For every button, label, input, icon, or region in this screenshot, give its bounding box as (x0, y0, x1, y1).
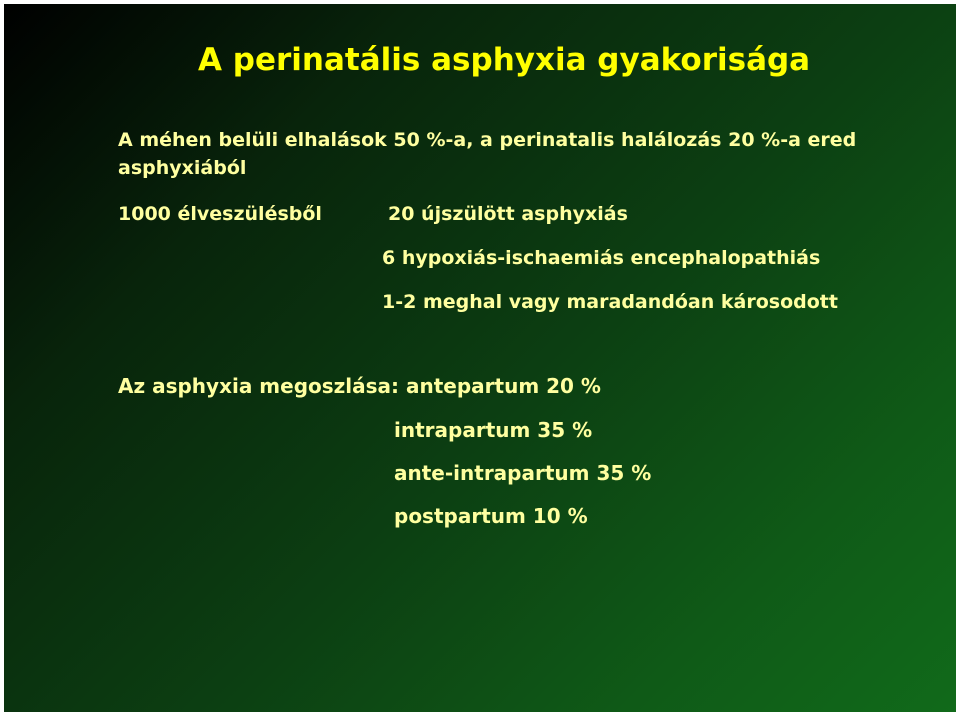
stats-item-outcome: 1-2 meghal vagy maradandóan károsodott (382, 291, 838, 313)
distribution-label: Az asphyxia megoszlása: (118, 374, 400, 398)
stats-item-asphyxia: 20 újszülött asphyxiás (388, 203, 628, 225)
slide-title: A perinatális asphyxia gyakorisága (198, 42, 811, 78)
stats-item-encephalopathy: 6 hypoxiás-ischaemiás encephalopathiás (382, 247, 821, 269)
slide (4, 4, 956, 712)
distribution-item-postpartum: postpartum 10 % (394, 504, 588, 528)
distribution-item-antepartum: antepartum 20 % (406, 374, 601, 398)
stats-base-label: 1000 élveszülésből (118, 203, 322, 225)
intro-text: A méhen belüli elhalások 50 %-a, a perinatalis halálozás 20 %-a ered asphyxiából (118, 129, 857, 179)
distribution-item-ante-intrapartum: ante-intrapartum 35 % (394, 461, 652, 485)
distribution-item-intrapartum: intrapartum 35 % (394, 418, 593, 442)
